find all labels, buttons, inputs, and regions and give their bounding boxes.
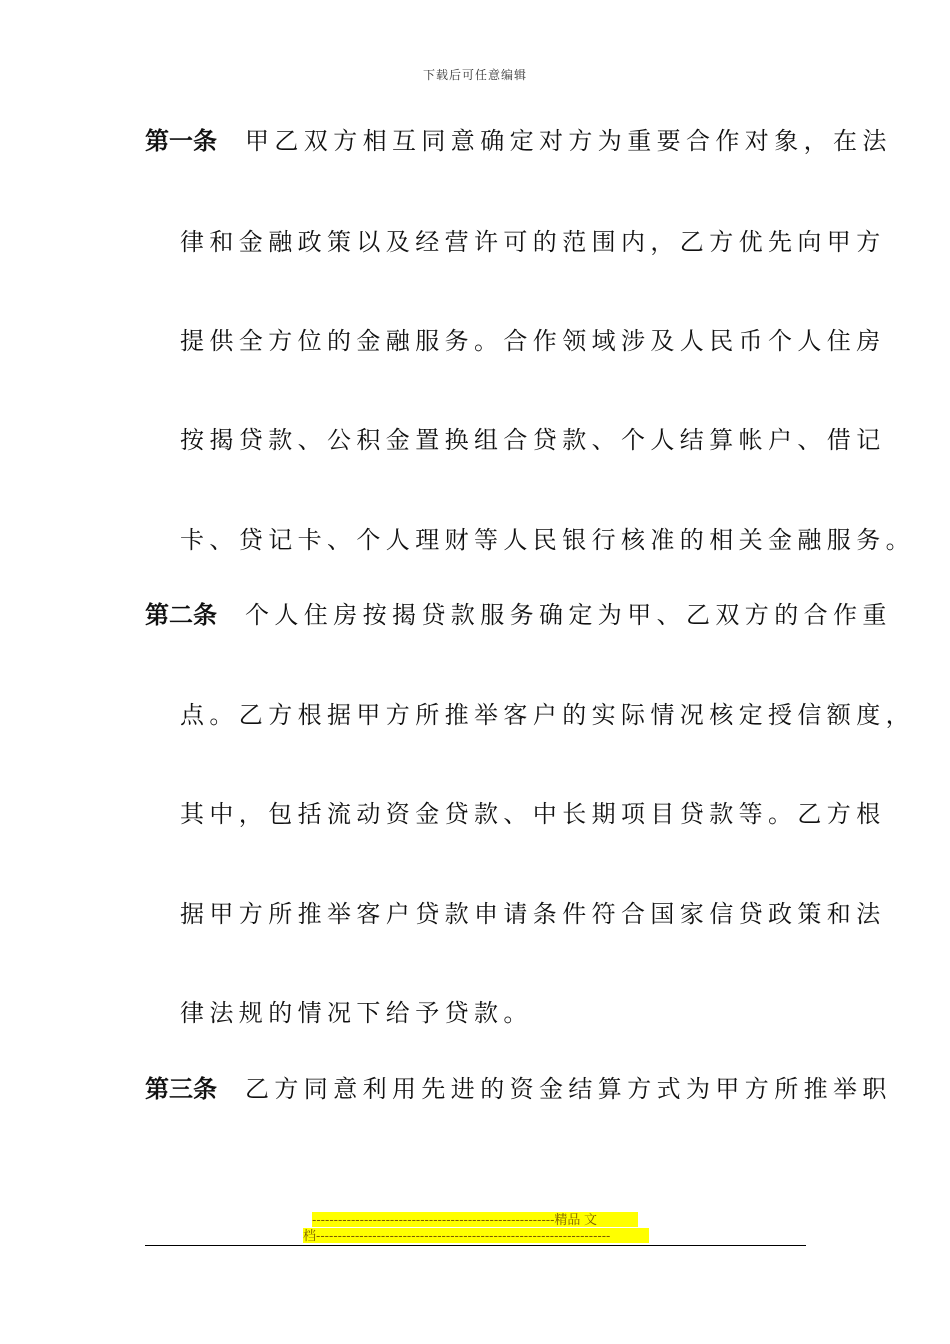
article-2-line-4: 据甲方所推举客户贷款申请条件符合国家信贷政策和法	[180, 900, 886, 928]
article-1-first-line	[145, 126, 892, 156]
article-3-text: 乙方同意利用先进的资金结算方式为甲方所推举职	[245, 1075, 892, 1103]
article-1-text: 甲乙双方相互同意确定对方为重要合作对象，在法	[245, 127, 892, 155]
article-2-first-line	[145, 600, 892, 630]
article-2-line-3: 其中，包括流动资金贷款、中长期项目贷款等。乙方根	[180, 800, 886, 828]
article-2-label: 第二条	[145, 601, 217, 629]
article-3-label: 第三条	[145, 1075, 217, 1103]
article-1-line-5: 卡、贷记卡、个人理财等人民银行核准的相关金融服务。	[180, 526, 915, 554]
article-1-line-2: 律和金融政策以及经营许可的范围内，乙方优先向甲方	[180, 228, 886, 256]
article-3-first-line	[145, 1074, 892, 1104]
footer-watermark-line-2: 档--------------------------------------------------------------------	[303, 1228, 649, 1243]
article-1-line-3: 提供全方位的金融服务。合作领域涉及人民币个人住房	[180, 327, 886, 355]
article-2-line-5: 律法规的情况下给予贷款。	[180, 999, 533, 1027]
article-2-text: 个人住房按揭贷款服务确定为甲、乙双方的合作重	[245, 601, 892, 629]
footer-watermark-line-1: --------------------------------------------------------精品 文	[312, 1212, 638, 1227]
article-1-label: 第一条	[145, 127, 217, 155]
article-1-line-4: 按揭贷款、公积金置换组合贷款、个人结算帐户、借记	[180, 426, 886, 454]
article-2-line-2: 点。乙方根据甲方所推举客户的实际情况核定授信额度，	[180, 701, 915, 729]
footer-divider	[145, 1245, 806, 1246]
page-header: 下载后可任意编辑	[422, 68, 527, 82]
